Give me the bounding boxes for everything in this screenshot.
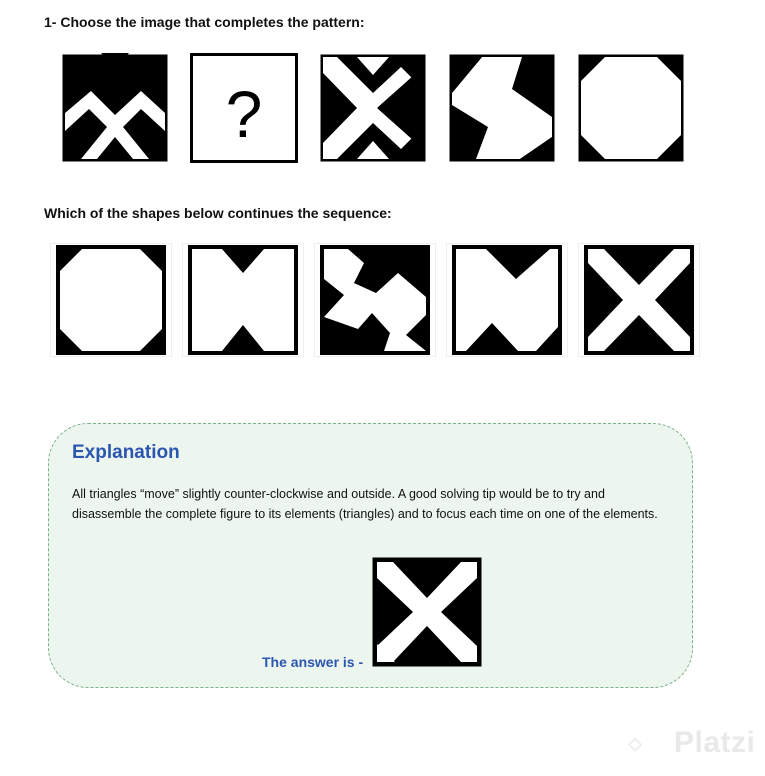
answer-label: The answer is - (262, 654, 364, 670)
answer-tile-x (371, 556, 483, 668)
option-tile-zigzag[interactable] (446, 243, 568, 357)
question-1-title: 1- Choose the image that completes the pattern: (44, 14, 365, 30)
pattern-tile-question[interactable] (190, 53, 298, 163)
pattern-tile-octagon[interactable] (577, 53, 685, 163)
question-mark-glyph: ? (225, 77, 263, 151)
platzi-logo-icon (628, 722, 672, 768)
explanation-body: All triangles “move” slightly counter-clockwise and outside. A good solving tip would be to try and disassemble the complete figure to its elements (triangles) and to focus each time on one of the elements. (72, 487, 658, 521)
explanation-title: Explanation (72, 442, 180, 463)
question-2-title: Which of the shapes below continues the sequence: (44, 205, 392, 221)
option-tile-pinwheel[interactable] (314, 243, 436, 357)
pattern-tile-x-right-open[interactable] (319, 53, 427, 163)
option-tile-octagon[interactable] (50, 243, 172, 357)
platzi-watermark: Platzi (674, 726, 756, 759)
pattern-tile-x-bottom-open[interactable] (61, 53, 169, 163)
option-tile-bowtie[interactable] (182, 243, 304, 357)
pattern-tile-pinwheel[interactable] (448, 53, 556, 163)
option-tile-x[interactable] (578, 243, 700, 357)
